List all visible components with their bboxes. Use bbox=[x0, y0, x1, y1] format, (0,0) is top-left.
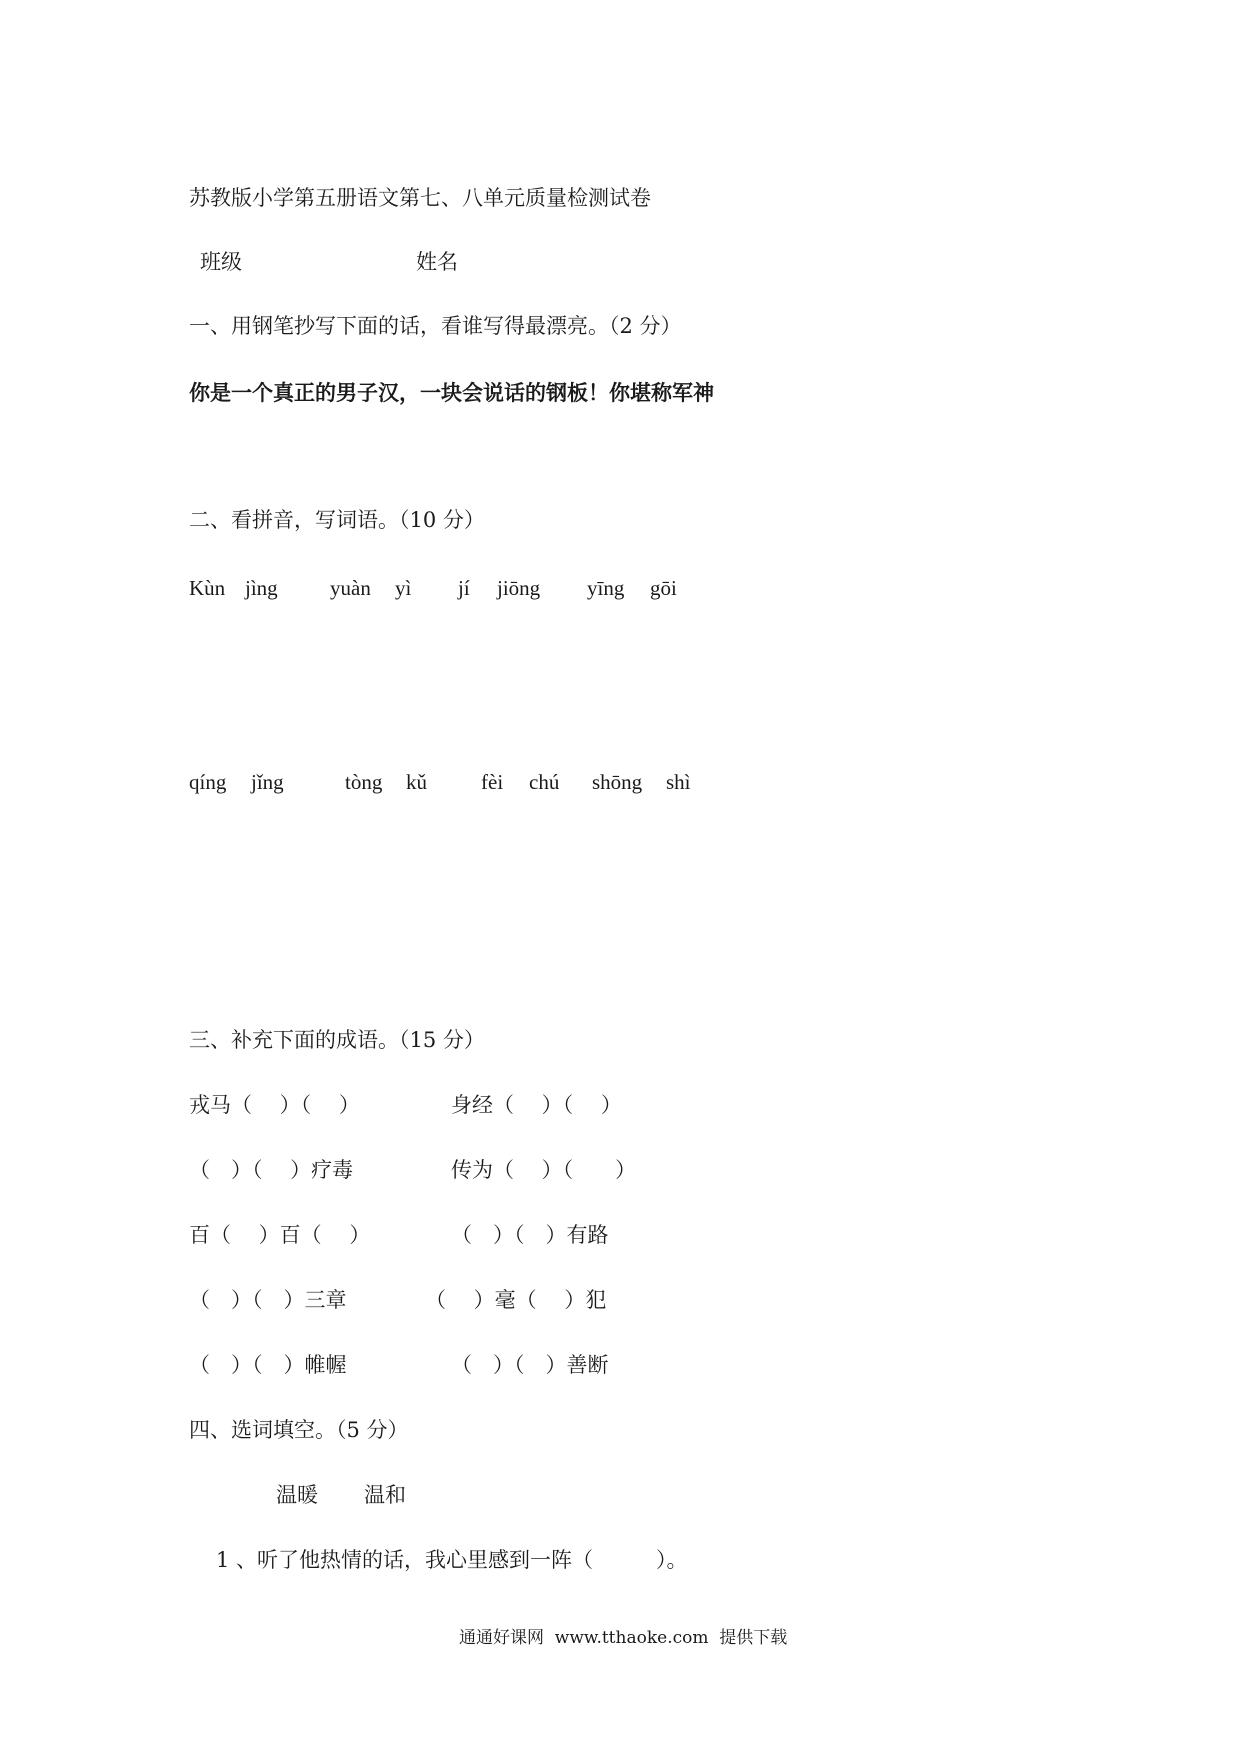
idiom-item: （ ）（ ）有路 bbox=[451, 1223, 609, 1247]
idiom-item: 戎马（ ）（ ） bbox=[189, 1093, 360, 1117]
pinyin-syllable: kǔ bbox=[406, 770, 427, 794]
page-title: 苏教版小学第五册语文第七、八单元质量检测试卷 bbox=[189, 186, 651, 210]
idiom-item: （ ）（ ）善断 bbox=[451, 1353, 609, 1377]
section2-heading: 二、看拼音，写词语。（10 分） bbox=[189, 508, 485, 532]
section4-heading: 四、选词填空。（5 分） bbox=[189, 1418, 409, 1442]
idiom-item: （ ）（ ）疗毒 bbox=[189, 1158, 354, 1182]
idiom-item: 传为（ ）（ ） bbox=[451, 1158, 637, 1182]
pinyin-syllable: shōng bbox=[592, 770, 643, 794]
idiom-item: 身经（ ）（ ） bbox=[451, 1093, 622, 1117]
word-choice: 温和 bbox=[364, 1483, 406, 1507]
idiom-item: （ ）毫（ ）犯 bbox=[425, 1288, 607, 1312]
section1-heading: 一、用钢笔抄写下面的话，看谁写得最漂亮。（2 分） bbox=[189, 314, 682, 338]
pinyin-syllable: yuàn bbox=[330, 576, 371, 600]
pinyin-syllable: tòng bbox=[345, 770, 383, 794]
pinyin-syllable: shì bbox=[666, 770, 691, 794]
pinyin-syllable: jǐng bbox=[251, 770, 284, 794]
pinyin-syllable: Kùn bbox=[189, 576, 226, 600]
pinyin-syllable: fèi bbox=[481, 770, 504, 794]
pinyin-syllable: yì bbox=[395, 576, 412, 600]
copy-sentence: 你是一个真正的男子汉，一块会说话的钢板！你堪称军神 bbox=[189, 380, 714, 405]
footer-source: 通通好课网 www.tthaoke.com 提供下载 bbox=[459, 1628, 788, 1648]
idiom-item: （ ）（ ）帷幄 bbox=[189, 1353, 347, 1377]
idiom-item: （ ）（ ）三章 bbox=[189, 1288, 347, 1312]
pinyin-syllable: chú bbox=[529, 770, 560, 794]
pinyin-syllable: jiōng bbox=[497, 576, 541, 600]
pinyin-syllable: qíng bbox=[189, 770, 227, 794]
idiom-item: 百（ ）百（ ） bbox=[189, 1223, 371, 1247]
name-label: 姓名 bbox=[416, 250, 458, 274]
pinyin-syllable: jí bbox=[458, 576, 470, 600]
word-choice: 温暖 bbox=[276, 1483, 318, 1507]
pinyin-syllable: gōi bbox=[650, 576, 677, 600]
fill-question-1: 1 、听了他热情的话，我心里感到一阵（ ）。 bbox=[216, 1548, 688, 1572]
pinyin-syllable: jìng bbox=[245, 576, 278, 600]
section3-heading: 三、补充下面的成语。（15 分） bbox=[189, 1028, 485, 1052]
class-label: 班级 bbox=[200, 250, 242, 274]
pinyin-syllable: yīng bbox=[587, 576, 625, 600]
